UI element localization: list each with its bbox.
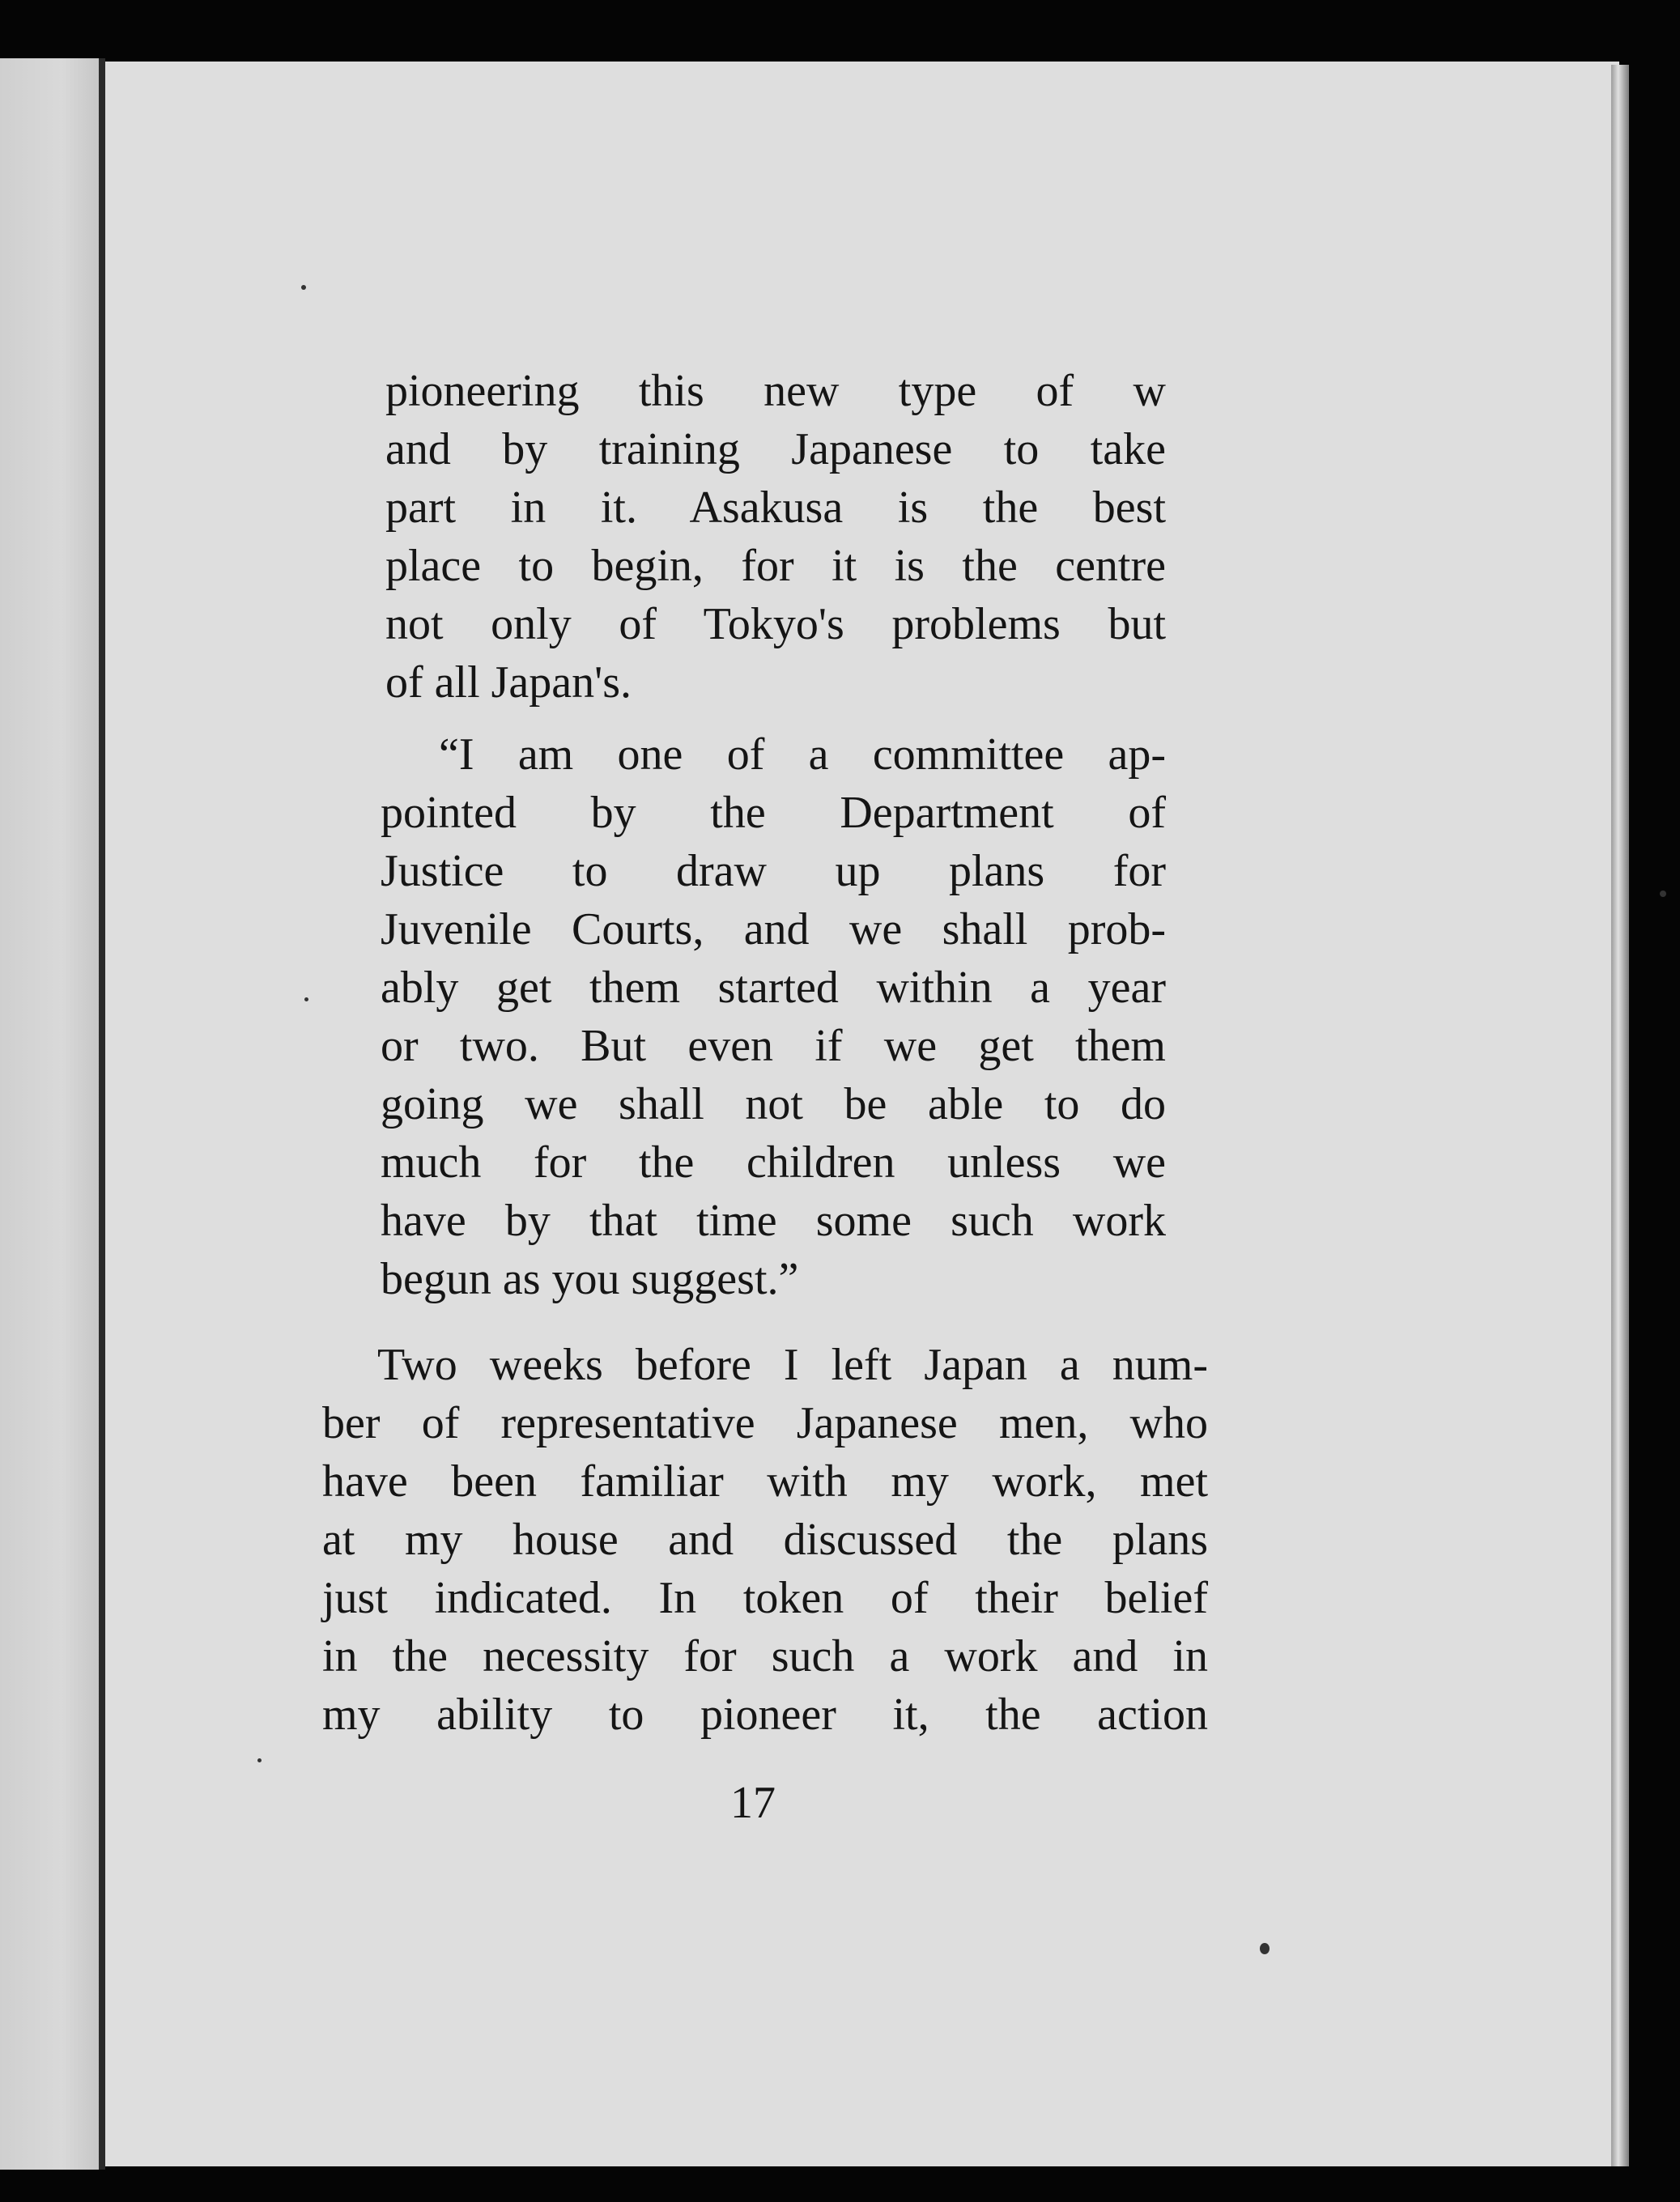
book-gutter [99,58,105,2170]
text-line: have been familiar with my work, met [322,1456,1208,1507]
text-line: and by training Japanese to take [385,424,1166,474]
text-line: “I am one of a committee ap- [439,729,1166,780]
facing-page-edge [0,58,104,2170]
paragraph-2 [381,725,1166,1308]
text-line: or two. But even if we get them [381,1021,1166,1071]
dust-speck [304,997,308,1001]
text-line: part in it. Asakusa is the best [385,482,1166,533]
page-number: 17 [730,1778,776,1828]
dust-speck [301,285,306,290]
page-right-edge [1611,65,1629,2166]
text-line: begun as you suggest.” [381,1254,799,1304]
text-line: place to begin, for it is the centre [385,541,1166,591]
text-line: ably get them started within a year [381,963,1166,1013]
text-line: pointed by the Department of [381,788,1166,838]
text-line: my ability to pioneer it, the action [322,1690,1208,1740]
dust-speck [257,1758,262,1762]
text-line: Juvenile Courts, and we shall prob- [381,904,1166,954]
text-line: at my house and discussed the plans [322,1515,1208,1565]
text-line: ber of representative Japanese men, who [322,1398,1208,1448]
dust-speck [1260,1943,1270,1954]
dust-speck [1660,891,1666,897]
text-line: have by that time some such work [381,1196,1166,1246]
text-line: much for the children unless we [381,1137,1166,1188]
text-line: pioneering this new type of w [385,366,1166,416]
text-line: Two weeks before I left Japan a num- [377,1340,1208,1390]
paragraph-1 [385,362,1166,712]
text-line: just indicated. In token of their belief [322,1573,1208,1623]
paragraph-3 [322,1336,1208,1744]
text-line: in the necessity for such a work and in [322,1631,1208,1681]
text-line: Justice to draw up plans for [381,846,1166,896]
text-line: not only of Tokyo's problems but [385,599,1166,649]
text-line: of all Japan's. [385,657,632,708]
text-line: going we shall not be able to do [381,1079,1166,1129]
